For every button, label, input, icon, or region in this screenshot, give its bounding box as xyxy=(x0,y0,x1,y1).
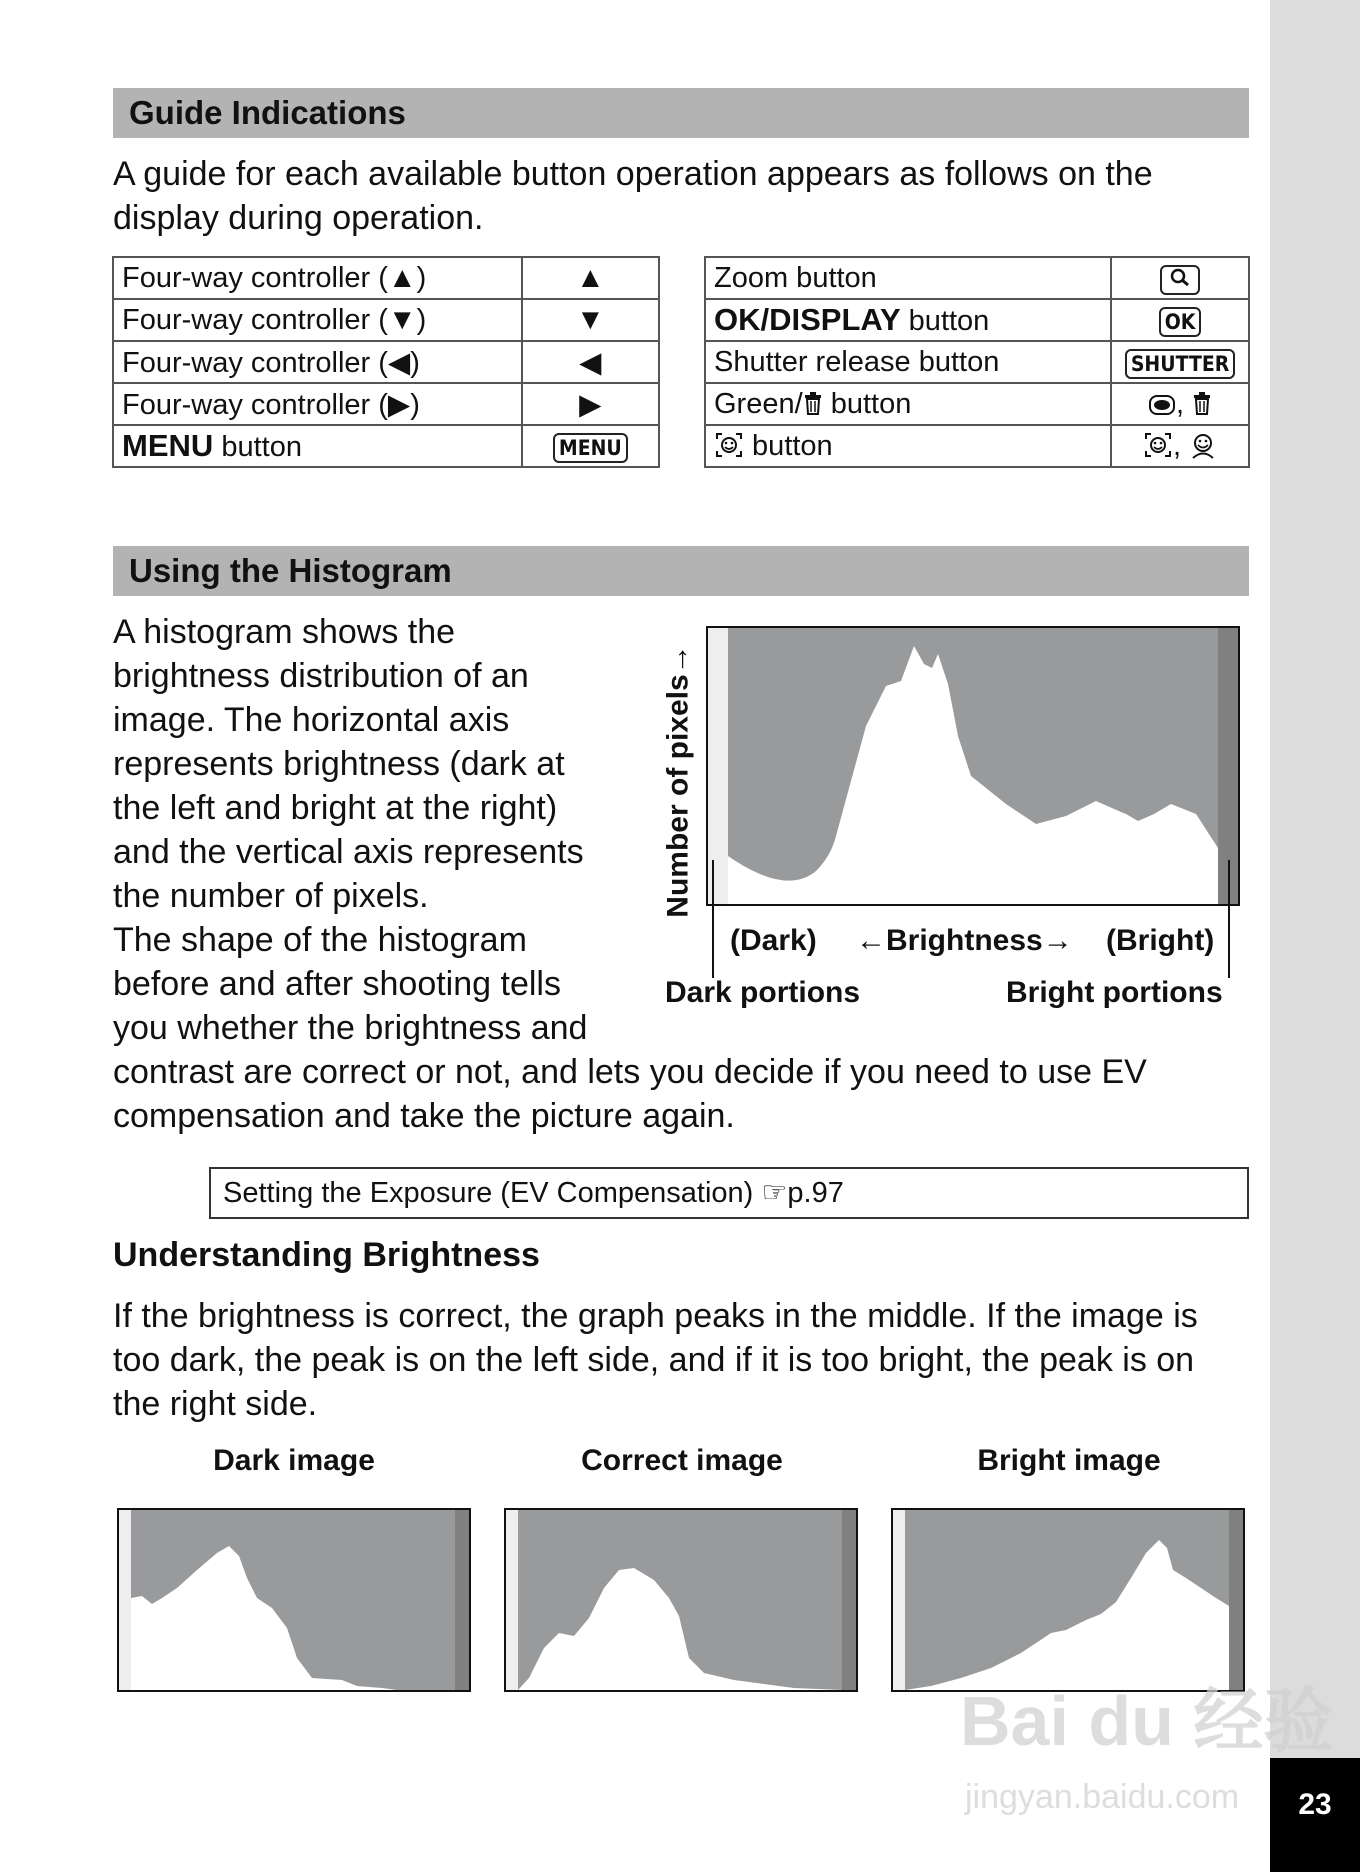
dark-image-histogram xyxy=(117,1508,471,1692)
green-trash-icons: , xyxy=(1111,383,1249,425)
dark-image-title: Dark image xyxy=(213,1444,375,1477)
table-row xyxy=(705,383,1249,425)
y-axis-label: Number of pixels→ xyxy=(661,644,695,918)
down-arrow-icon: ▼ xyxy=(522,299,659,341)
table-row xyxy=(113,257,659,299)
trash-icon xyxy=(803,392,823,416)
up-arrow-icon: ▲ xyxy=(522,257,659,299)
table-row xyxy=(705,257,1249,299)
understanding-brightness-heading: Understanding Brightness xyxy=(113,1236,540,1274)
green-button-icon xyxy=(1148,394,1176,416)
table-row xyxy=(705,341,1249,383)
face-detect-icon xyxy=(1143,431,1173,459)
dark-portions-label: Dark portions xyxy=(665,976,861,1009)
bright-image-title: Bright image xyxy=(977,1444,1161,1477)
row-label: Four-way controller (▶) xyxy=(113,383,522,425)
row-label: button xyxy=(705,425,1111,467)
correct-image-histogram xyxy=(504,1508,858,1692)
ok-button-icon: OK xyxy=(1159,307,1202,337)
zoom-icon xyxy=(1160,265,1200,295)
baidu-watermark: Bai du 经验 xyxy=(960,1682,1334,1760)
guide-table-right xyxy=(704,256,1250,468)
x-label-dark: (Dark) xyxy=(730,924,817,957)
row-label: Four-way controller (▲) xyxy=(113,257,522,299)
smile-detect-icon xyxy=(1189,431,1217,459)
bright-portions-label: Bright portions xyxy=(1006,976,1223,1009)
histogram-description: A histogram shows the brightness distribution of an image. The horizontal axis represents brightness (dark at the left and bright at the right) and the vertical axis represents the number of pixels. The shape of the histogram before and after shooting tells you whether the brightness and contrast are correct or not, and lets you decide if you need to use EV compensation and take the picture again. xyxy=(113,613,1147,1135)
right-arrow-icon: ▶ xyxy=(522,383,659,425)
guide-intro: A guide for each available button operation appears as follows on the display during operation. xyxy=(113,155,1153,237)
face-icon xyxy=(714,431,744,459)
row-label: Four-way controller (◀) xyxy=(113,341,522,383)
table-row xyxy=(705,425,1249,467)
section-title-histogram: Using the Histogram xyxy=(113,546,1249,596)
correct-image-title: Correct image xyxy=(581,1444,783,1477)
face-icons: , xyxy=(1111,425,1249,467)
ev-compensation-reference[interactable]: Setting the Exposure (EV Compensation) ☞p.97 xyxy=(209,1167,1249,1219)
page-number: 23 xyxy=(1270,1758,1360,1872)
trash-icon xyxy=(1192,392,1212,416)
row-label: Green/ button xyxy=(705,383,1111,425)
menu-button-icon: MENU xyxy=(553,433,628,463)
row-label: MENU button xyxy=(113,425,522,467)
table-row xyxy=(113,299,659,341)
row-label: Four-way controller (▼) xyxy=(113,299,522,341)
page-side-margin xyxy=(1270,0,1360,1872)
left-arrow-icon: ◀ xyxy=(522,341,659,383)
row-label: Zoom button xyxy=(705,257,1111,299)
x-axis-label: ←Brightness→ xyxy=(856,924,1073,957)
brightness-description: If the brightness is correct, the graph peaks in the middle. If the image is too dark, the peak is on the left side, and if it is too bright, the peak is on the right side. xyxy=(113,1297,1198,1423)
section-title-guide: Guide Indications xyxy=(113,88,1249,138)
histogram-pointer-lines xyxy=(700,860,1240,980)
shutter-button-icon: SHUTTER xyxy=(1125,349,1235,379)
table-row xyxy=(113,383,659,425)
x-label-bright: (Bright) xyxy=(1106,924,1215,957)
table-row xyxy=(705,299,1249,341)
guide-table-left xyxy=(112,256,660,468)
row-label: OK/DISPLAY button xyxy=(705,299,1111,341)
table-row xyxy=(113,341,659,383)
table-row xyxy=(113,425,659,467)
baidu-watermark-url: jingyan.baidu.com xyxy=(965,1778,1240,1816)
row-label: Shutter release button xyxy=(705,341,1111,383)
y-axis-label-wrap xyxy=(650,636,695,926)
